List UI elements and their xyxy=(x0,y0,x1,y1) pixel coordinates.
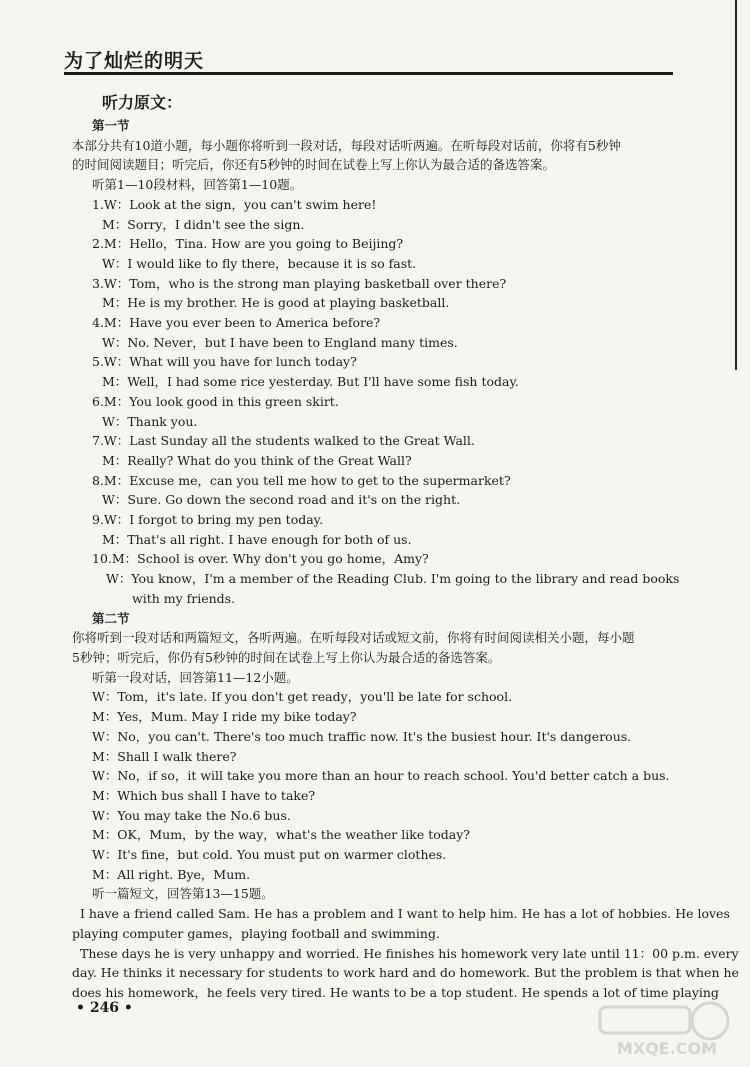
dialogue-3-b: M：He is my brother. He is good at playing basketball. xyxy=(102,295,450,311)
conversation xyxy=(92,687,677,884)
dialogue-2-a: 2.M：Hello，Tina. How are you going to Beijing? xyxy=(92,236,404,252)
passage xyxy=(72,904,739,1003)
conversation-line: W：You may take the No.6 bus. xyxy=(92,807,291,823)
page-number: • 246 • xyxy=(76,1000,133,1016)
conversation-line: M：All right. Bye，Mum. xyxy=(92,866,251,882)
part1-intro-line-2: 的时间阅读题目；听完后，你还有5秒钟的时间在试卷上写上你认为最合适的备选答案。 xyxy=(72,157,555,173)
dialogue-9-a: 9.W：I forgot to bring my pen today. xyxy=(92,512,324,528)
dialogue-1-a: 1.W：Look at the sign，you can't swim here! xyxy=(92,196,377,212)
dialogue-4-a: 4.M：Have you ever been to America before? xyxy=(92,315,381,331)
dialogue-8-a: 8.M：Excuse me，can you tell me how to get to the supermarket? xyxy=(92,472,511,488)
dialogue-4-b: W：No. Never，but I have been to England many times. xyxy=(102,334,458,350)
part1-heading: 第一节 xyxy=(92,118,130,133)
dialogue-3-a: 3.W：Tom，who is the strong man playing basketball over there? xyxy=(92,275,507,291)
section-title: 听力原文： xyxy=(102,93,183,112)
dialogue-10-a: 10.M：School is over. Why don't you go home，Amy? xyxy=(92,551,429,567)
binding-edge-line xyxy=(735,0,737,370)
dialogue-6-b: W：Thank you. xyxy=(102,413,198,429)
conversation-line: M：Which bus shall I have to take? xyxy=(92,787,316,803)
passage-line: I have a friend called Sam. He has a problem and I want to help him. He has a lot of hobbies. He loves xyxy=(80,906,730,922)
dialogue-5-b: M：Well，I had some rice yesterday. But I'll have some fish today. xyxy=(102,374,519,390)
header-rule xyxy=(64,72,673,75)
watermark-text: MXQE.COM xyxy=(616,1039,718,1058)
conversation-line: M：OK，Mum，by the way，what's the weather like today? xyxy=(92,827,470,843)
conversation-line: W：It's fine，but cold. You must put on warmer clothes. xyxy=(92,847,447,863)
conversation-line: W：No，you can't. There's too much traffic now. It's the busiest hour. It's dangerous. xyxy=(92,728,632,744)
part2-instruction: 听第一段对话，回答第11—12小题。 xyxy=(92,669,299,685)
conversation-line: M：Yes，Mum. May I ride my bike today? xyxy=(92,709,357,725)
part2-heading: 第二节 xyxy=(92,610,130,626)
running-header: 为了灿烂的明天 xyxy=(64,50,205,72)
passage-line: playing computer games，playing football and swimming. xyxy=(72,925,440,941)
passage-line: does his homework，he feels very tired. He wants to be a top student. He spends a lot of time playing xyxy=(72,984,719,1000)
passage-line: These days he is very unhappy and worried. He finishes his homework very late until 11：00 p.m. every xyxy=(80,945,739,961)
part2-intro-line-1: 你将听到一段对话和两篇短文，各听两遍。在听每段对话或短文前，你将有时间阅读相关小题，每小题 xyxy=(72,630,635,646)
dialogue-7-a: 7.W：Last Sunday all the students walked to the Great Wall. xyxy=(92,433,475,449)
part1-instruction: 听第1—10段材料，回答第1—10题。 xyxy=(92,177,303,193)
conversation-line: W：Tom，it's late. If you don't get ready，you'll be late for school. xyxy=(92,689,513,705)
passage-line: day. He thinks it necessary for students to work hard and do homework. But the problem is that when he xyxy=(72,965,739,981)
dialogue-10-b-line-1: W：You know，I'm a member of the Reading Club. I'm going to the library and read books xyxy=(106,571,680,587)
listening-transcript xyxy=(72,90,739,1003)
part2-intro-line-2: 5秒钟；听完后，你仍有5秒钟的时间在试卷上写上你认为最合适的备选答案。 xyxy=(72,649,501,665)
dialogue-6-a: 6.M：You look good in this green skirt. xyxy=(92,393,339,409)
watermark-logo xyxy=(592,999,742,1059)
dialogue-1-b: M：Sorry，I didn't see the sign. xyxy=(102,216,305,232)
dialogue-list xyxy=(92,195,680,609)
dialogue-10-b-line-2: with my friends. xyxy=(132,590,236,606)
dialogue-5-a: 5.W：What will you have for lunch today? xyxy=(92,354,357,370)
part2-instruction-2: 听一篇短文，回答第13—15题。 xyxy=(92,886,274,902)
conversation-line: W：No，if so，it will take you more than an hour to reach school. You'd better catch a bus. xyxy=(92,768,670,784)
dialogue-9-b: M：That's all right. I have enough for both of us. xyxy=(102,531,412,547)
dialogue-2-b: W：I would like to fly there，because it is so fast. xyxy=(102,255,417,271)
conversation-line: M：Shall I walk there? xyxy=(92,748,237,764)
dialogue-7-b: M：Really? What do you think of the Great Wall? xyxy=(102,452,412,468)
dialogue-8-b: W：Sure. Go down the second road and it's on the right. xyxy=(102,492,461,508)
part1-intro-line-1: 本部分共有10道小题，每小题你将听到一段对话，每段对话听两遍。在听每段对话前，你将有5秒钟 xyxy=(72,137,621,153)
